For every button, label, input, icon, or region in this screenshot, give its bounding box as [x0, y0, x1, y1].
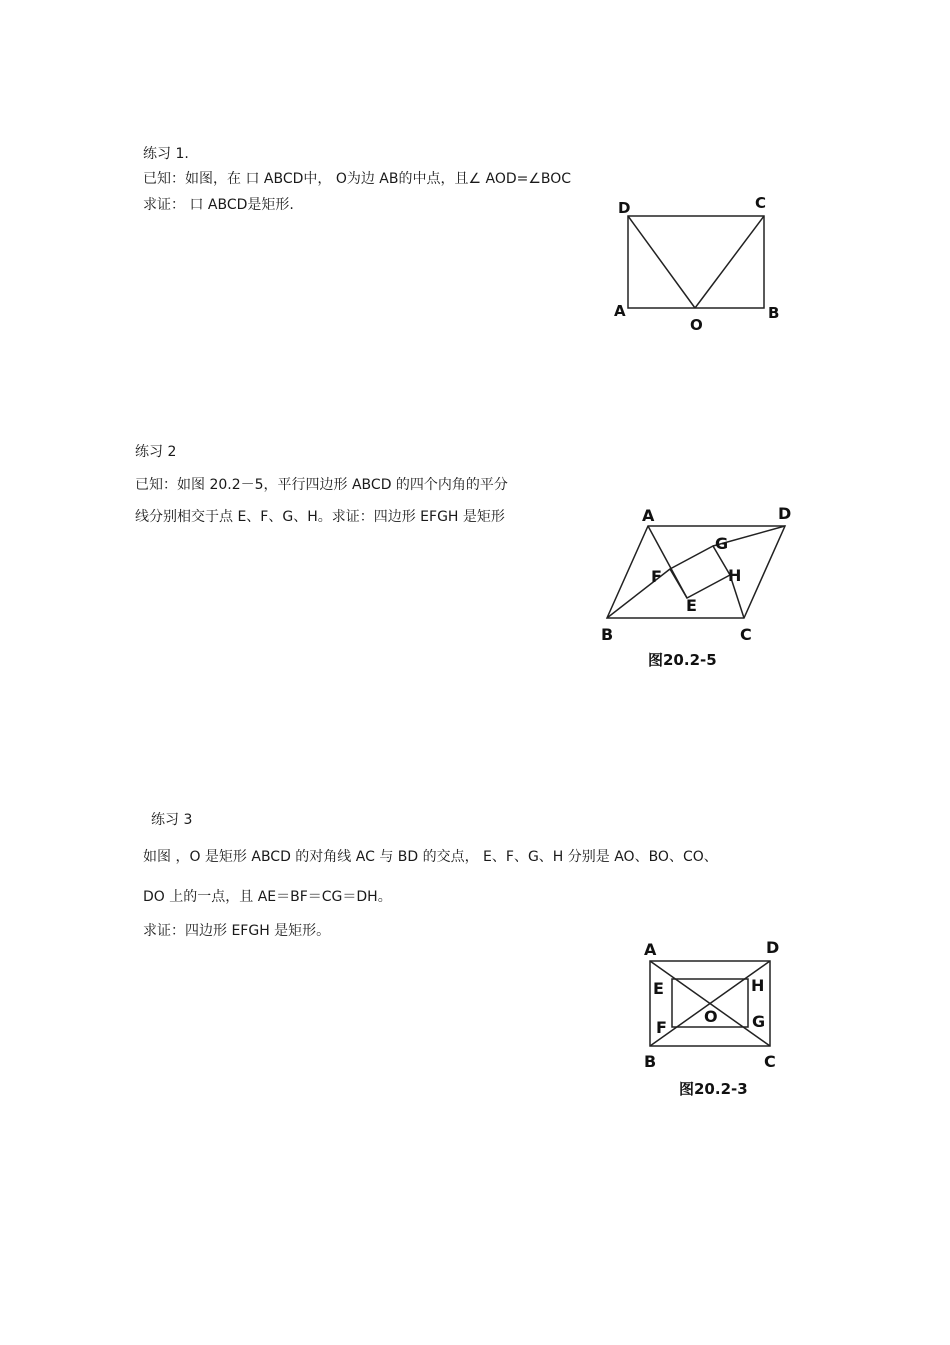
ex2-line2: 线分别相交于点 E、F、G、H。求证：四边形 EFGH 是矩形 [135, 509, 505, 525]
label-e: E [653, 979, 664, 998]
figure-caption-2: 图20.2-5 [648, 651, 717, 669]
label-c: C [764, 1052, 776, 1071]
label-a: A [644, 940, 657, 959]
ex3-line1: 如图 ，O 是矩形 ABCD 的对角线 AC 与 BD 的交点， E、F、G、H 分别是 AO、BO、CO、 [143, 849, 718, 865]
label-h: H [751, 976, 765, 995]
label-d: D [766, 938, 780, 957]
ex1-given: 已知：如图，在 口 ABCD中， O为边 AB的中点，且∠ AOD=∠BOC [143, 171, 572, 187]
ex2-line1: 已知：如图 20.2－5，平行四边形 ABCD 的四个内角的平分 [135, 477, 508, 493]
figure-caption-3: 图20.2-3 [679, 1080, 748, 1098]
ex2-title: 练习 2 [135, 444, 177, 460]
ex3-title: 练习 3 [151, 812, 193, 828]
label-d: D [778, 504, 792, 523]
label-b: B [644, 1052, 657, 1071]
label-f: F [656, 1018, 667, 1037]
label-a: A [642, 506, 655, 525]
label-o: O [690, 316, 703, 334]
label-d: D [618, 199, 631, 217]
label-g: G [752, 1012, 766, 1031]
ex1-title: 练习 1. [143, 146, 189, 162]
label-e: E [686, 596, 697, 615]
label-g: G [715, 534, 729, 553]
label-h: H [728, 566, 742, 585]
ex3-prove: 求证：四边形 EFGH 是矩形。 [143, 923, 331, 939]
label-b: B [601, 625, 614, 644]
label-o: O [704, 1007, 718, 1026]
label-f: F [651, 567, 662, 586]
label-b: B [768, 304, 780, 322]
label-a: A [614, 302, 626, 320]
label-c: C [740, 625, 752, 644]
label-c: C [755, 194, 767, 212]
ex3-line2: DO 上的一点，且 AE＝BF＝CG＝DH。 [143, 889, 392, 905]
ex1-prove: 求证： 口 ABCD是矩形. [143, 197, 294, 213]
